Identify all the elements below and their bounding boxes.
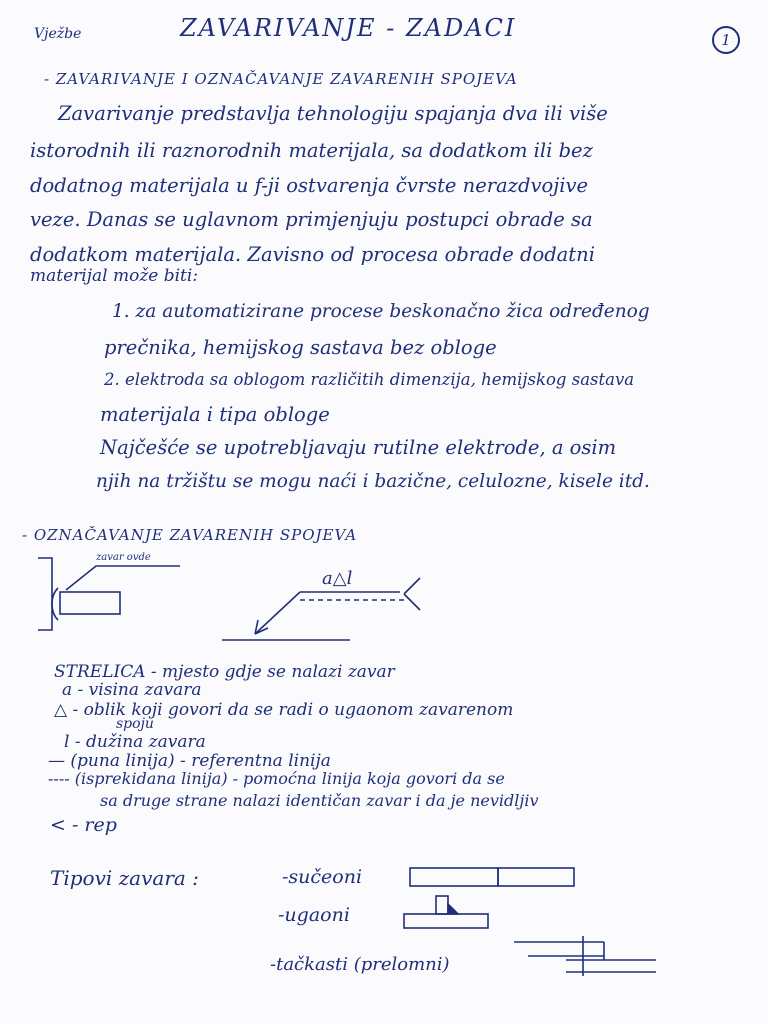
text-line: njih na tržištu se mogu naći i bazične, celulozne, kisele itd. (96, 471, 650, 492)
legend-line: sa druge strane nalazi identičan zavar i da je nevidljiv (100, 791, 539, 810)
plate-bracket (38, 558, 52, 630)
legend-line: l - dužina zavara (64, 732, 206, 752)
weld-types-heading: Tipovi zavara : (50, 866, 199, 890)
weld-symbol-label: a△l (322, 568, 353, 589)
arrow-line (255, 592, 300, 634)
text-line: veze. Danas se uglavnom primjenjuju postupci obrade sa (30, 208, 593, 231)
text-line: Zavarivanje predstavlja tehnologiju spajanja dva ili više (58, 102, 608, 125)
margin-note: Vježbe (34, 26, 82, 42)
fillet-weld-triangle (448, 904, 458, 914)
weld-type-fillet: -ugaoni (278, 904, 350, 926)
legend-line: △ - oblik koji govori da se radi o ugaonom zavarenom (54, 700, 514, 720)
weld-type-butt: -sučeoni (282, 866, 363, 888)
text-line: istorodnih ili raznorodnih materijala, sa dodatkom ili bez (30, 139, 593, 162)
plate-rect (60, 592, 120, 614)
legend-line: spoju (116, 716, 154, 732)
tail-symbol (404, 578, 420, 610)
section-heading-marking: - OZNAČAVANJE ZAVARENIH SPOJEVA (22, 526, 358, 544)
text-line: materijal može biti: (30, 266, 199, 286)
text-line: dodatkom materijala. Zavisno od procesa obrade dodatni (30, 243, 595, 266)
legend-line: a - visina zavara (62, 680, 202, 700)
diagram-note: zavar ovde (96, 552, 151, 563)
butt-plate-left (410, 868, 498, 886)
legend-line: ---- (isprekidana linija) - pomoćna linija koja govori da se (48, 769, 505, 788)
note-leader-line (66, 566, 180, 590)
fillet-vertical-plate (436, 896, 448, 914)
text-line: dodatnog materijala u f-ji ostvarenja čvrste nerazdvojive (30, 174, 589, 197)
page-title: ZAVARIVANJE - ZADACI (180, 14, 517, 42)
text-line: Najčešće se upotrebljavaju rutilne elektrode, a osim (100, 436, 617, 459)
legend-line: STRELICA - mjesto gdje se nalazi zavar (54, 662, 395, 682)
text-line: materijala i tipa obloge (100, 403, 330, 426)
butt-plate-right (498, 868, 574, 886)
weld-bead (52, 588, 58, 620)
text-line: 1. za automatizirane procese beskonačno žica određenog (112, 301, 650, 322)
legend-line: — (puna linija) - referentna linija (48, 751, 331, 771)
fillet-base-plate (404, 914, 488, 928)
page-number: 1 (712, 26, 740, 54)
section-heading-welding: - ZAVARIVANJE I OZNAČAVANJE ZAVARENIH SPOJEVA (44, 70, 518, 88)
text-line: 2. elektroda sa oblogom različitih dimenzija, hemijskog sastava (104, 370, 635, 389)
weld-type-spot: -tačkasti (prelomni) (270, 954, 450, 975)
text-line: prečnika, hemijskog sastava bez obloge (104, 336, 497, 359)
legend-line: < - rep (50, 814, 117, 836)
